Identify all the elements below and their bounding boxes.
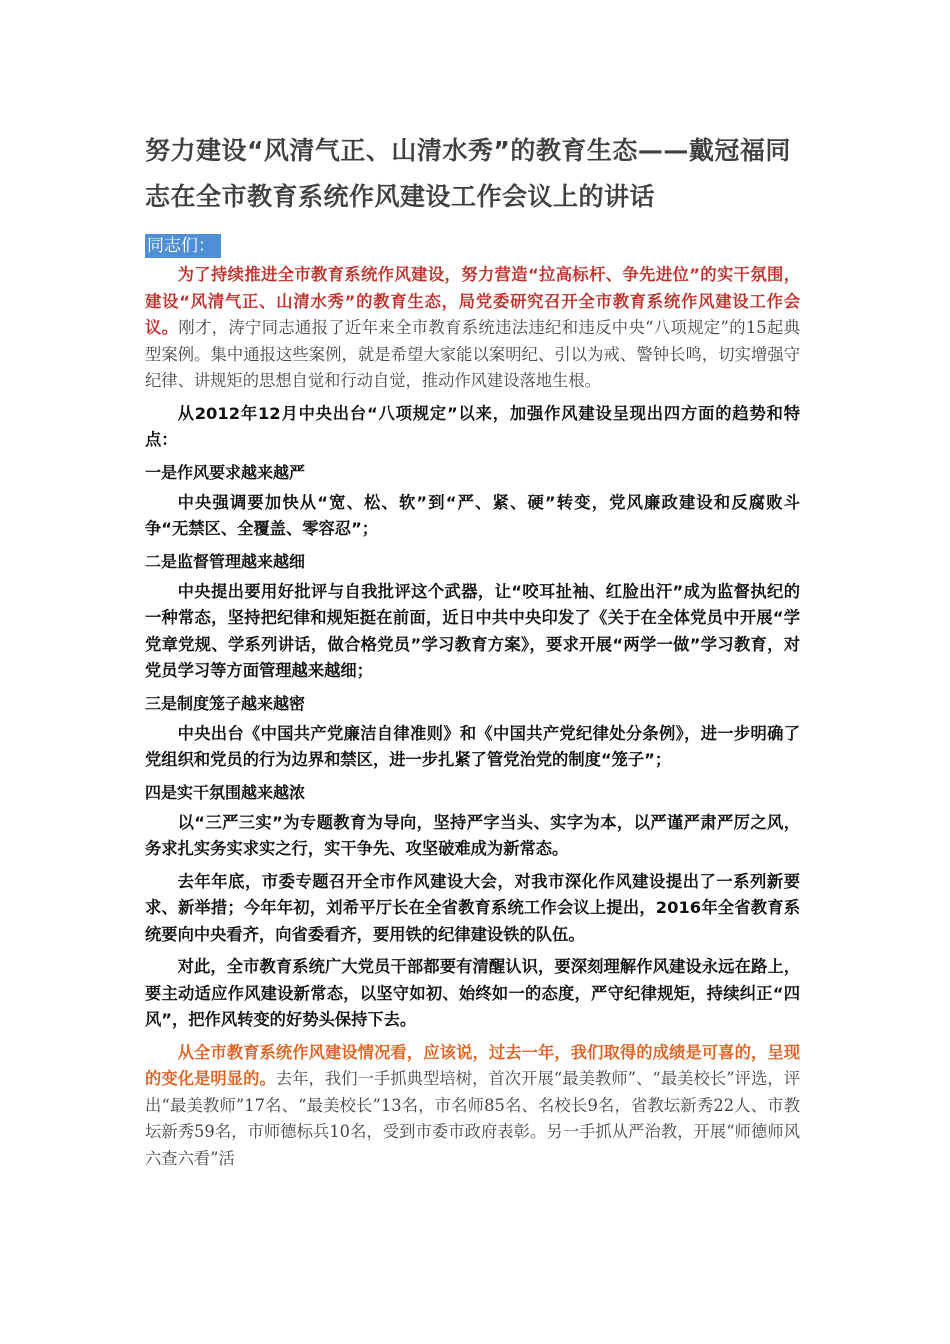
- paragraph-achievements: [145, 1040, 800, 1173]
- paragraph-trends: 从2012年12月中央出台“八项规定”以来，加强作风建设呈现出四方面的趋势和特点：: [145, 403, 800, 449]
- paragraph-intro: [145, 262, 800, 395]
- document-body: [145, 128, 800, 1178]
- body-text: 去年，我们一手抓典型培树，首次开展“最美教师”、“最美校长”评选，评出“最美教师”17名、“最美校长”13名，市名师85名、名校长9名，省教坛新秀22人、市教坛新秀59名，市师德标兵10名，受到市委市政府表彰。另一手抓从严治教，开展“师德师风六查六看”活: [145, 1069, 800, 1168]
- highlight-text: 为了持续推进全市教育系统作风建设，努力营造“拉高标杆、争先进位”的实干氛围，建设“风清气正、山清水秀”的教育生态，局党委研究召开全市教育系统作风建设工作会议。: [145, 265, 800, 337]
- salutation: 同志们：: [145, 234, 221, 258]
- paragraph-section-3: 中央出台《中国共产党廉洁自律准则》和《中国共产党纪律处分条例》，进一步明确了党组织和党员的行为边界和禁区，进一步扎紧了管党治党的制度“笼子”；: [145, 723, 800, 769]
- section-heading-2: 二是监督管理越来越细: [145, 551, 306, 571]
- paragraph-last-year: 去年年底，市委专题召开全市作风建设大会，对我市深化作风建设提出了一系列新要求、新举措；今年年初，刘希平厅长在全省教育系统工作会议上提出，2016年全省教育系统要向中央看齐，向省委看齐，要用铁的纪律建设铁的队伍。: [145, 871, 800, 944]
- body-text: 刚才，涛宁同志通报了近年来全市教育系统违法违纪和违反中央“八项规定”的15起典型案例。集中通报这些案例，就是希望大家能以案明纪、引以为戒、警钟长鸣，切实增强守纪律、讲规矩的思想自觉和行动自觉，推动作风建设落地生根。: [145, 318, 800, 390]
- section-heading-3: 三是制度笼子越来越密: [145, 693, 306, 713]
- section-heading-1: 一是作风要求越来越严: [145, 462, 306, 482]
- paragraph-section-2: 中央提出要用好批评与自我批评这个武器，让“咬耳扯袖、红脸出汗”成为监督执纪的一种常态，坚持把纪律和规矩挺在前面，近日中共中央印发了《关于在全体党员中开展“学党章党规、学系列讲话，做合格党员”学习教育方案》，要求开展“两学一做”学习教育，对党员学习等方面管理越来越细；: [145, 581, 800, 680]
- paragraph-section-1: 中央强调要加快从“宽、松、软”到“严、紧、硬”转变，党风廉政建设和反腐败斗争“无禁区、全覆盖、零容忍”；: [145, 492, 800, 538]
- document-title: 努力建设“风清气正、山清水秀”的教育生态——戴冠福同志在全市教育系统作风建设工作会议上的讲话: [145, 136, 791, 211]
- paragraph-section-4: 以“三严三实”为专题教育为导向，坚持严字当头、实字为本，以严谨严肃严厉之风，务求扎实务实求实之行，实干争先、攻坚破难成为新常态。: [145, 812, 800, 858]
- paragraph-requirements: 对此，全市教育系统广大党员干部都要有清醒认识，要深刻理解作风建设永远在路上，要主动适应作风建设新常态，以坚守如初、始终如一的态度，严守纪律规矩，持续纠正“四风”，把作风转变的好势头保持下去。: [145, 957, 800, 1029]
- section-heading-4: 四是实干氛围越来越浓: [145, 782, 306, 802]
- highlight-text: 从全市教育系统作风建设情况看，应该说，过去一年，我们取得的成绩是可喜的，呈现的变化是明显的。: [145, 1042, 800, 1088]
